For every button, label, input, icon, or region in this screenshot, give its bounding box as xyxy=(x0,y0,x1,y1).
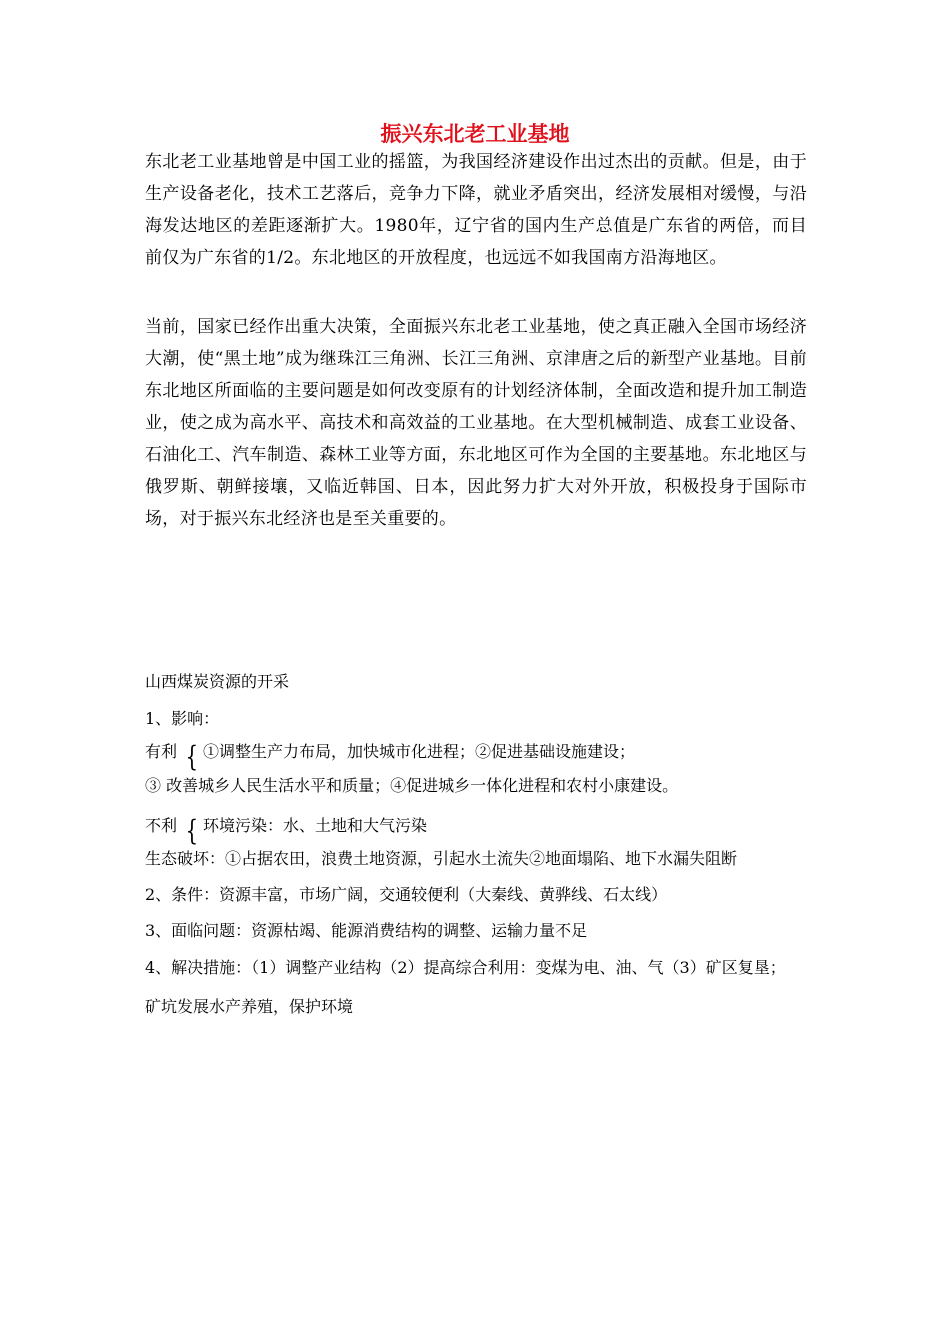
favorable-line-1: ①调整生产力布局，加快城市化进程；②促进基础设施建设； xyxy=(203,742,636,761)
brace-unfavorable: { xyxy=(185,814,199,847)
section-heading: 山西煤炭资源的开采 xyxy=(145,672,290,691)
favorable-row xyxy=(145,740,825,773)
unfavorable-line-2: 生态破坏：①占据农田，浪费土地资源，引起水土流失②地面塌陷、地下水漏失阻断 xyxy=(145,849,738,868)
favorable-line-2: ③ 改善城乡人民生活水平和质量；④促进城乡一体化进程和农村小康建设。 xyxy=(145,776,679,795)
paragraph-intro: 东北老工业基地曾是中国工业的摇篮，为我国经济建设作出过杰出的贡献。但是，由于生产设备老化，技术工艺落后，竞争力下降，就业矛盾突出，经济发展相对缓慢，与沿海发达地区的差距逐渐扩大。1980年，辽宁省的国内生产总值是广东省的两倍，而目前仅为广东省的1/2。东北地区的开放程度，也远远不如我国南方沿海地区。 xyxy=(145,152,807,268)
conditions-line: 2、条件：资源丰富，市场广阔，交通较便利（大秦线、黄骅线、石太线） xyxy=(145,885,668,904)
unfavorable-line-1: 环境污染：水、土地和大气污染 xyxy=(203,816,428,835)
impact-heading: 1、影响： xyxy=(145,709,220,728)
page-title: 振兴东北老工业基地 xyxy=(380,122,570,146)
favorable-label: 有利 xyxy=(145,742,178,761)
measures-line-2: 矿坑发展水产养殖，保护环境 xyxy=(145,997,354,1016)
unfavorable-label: 不利 xyxy=(145,816,178,835)
brace-favorable: { xyxy=(185,740,199,773)
measures-line-1: 4、解决措施：（1）调整产业结构（2）提高综合利用：变煤为电、油、气（3）矿区复垦； xyxy=(145,958,786,977)
unfavorable-row xyxy=(145,814,825,847)
paragraph-policy: 当前，国家已经作出重大决策，全面振兴东北老工业基地，使之真正融入全国市场经济大潮，使“黑土地”成为继珠江三角洲、长江三角洲、京津唐之后的新型产业基地。目前东北地区所面临的主要问题是如何改变原有的计划经济体制，全面改造和提升加工制造业，使之成为高水平、高技术和高效益的工业基地。在大型机械制造、成套工业设备、石油化工、汽车制造、森林工业等方面，东北地区可作为全国的主要基地。东北地区与俄罗斯、朝鲜接壤，又临近韩国、日本，因此努力扩大对外开放，积极投身于国际市场，对于振兴东北经济也是至关重要的。 xyxy=(145,317,807,529)
problems-line: 3、面临问题：资源枯竭、能源消费结构的调整、运输力量不足 xyxy=(145,921,588,940)
